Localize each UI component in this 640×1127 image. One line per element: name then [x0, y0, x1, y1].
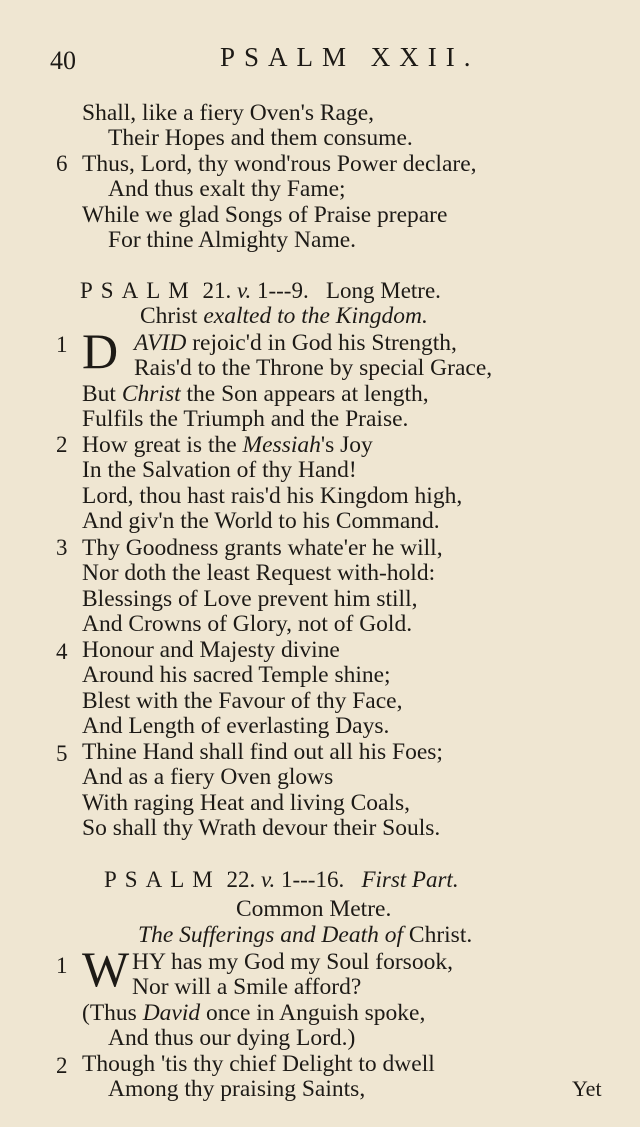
- verse-line: Blest with the Favour of thy Face,: [82, 688, 403, 714]
- text: (Thus: [82, 1000, 143, 1026]
- verse-line: [82, 432, 373, 458]
- psalm-word: PSALM: [104, 867, 221, 892]
- verse-range: 1---9.: [256, 278, 309, 303]
- subtitle-plain: Christ.: [403, 922, 473, 948]
- verse-line: And thus exalt thy Fame;: [108, 176, 346, 202]
- verse-line: Fulfils the Triumph and the Praise.: [82, 406, 409, 432]
- verse-abbrev: v.: [236, 278, 252, 303]
- text: the Son appears at length,: [180, 381, 429, 407]
- verse-number: 3: [56, 535, 68, 560]
- verse-abbrev: v.: [260, 867, 276, 892]
- verse-line: In the Salvation of thy Hand!: [82, 457, 357, 483]
- verse-number: 5: [56, 741, 68, 766]
- text: But: [82, 381, 122, 407]
- verse-number: 6: [56, 151, 68, 176]
- verse-line: So shall thy Wrath devour their Souls.: [82, 815, 441, 841]
- verse-line: Shall, like a fiery Oven's Rage,: [82, 100, 375, 126]
- verse-line: Their Hopes and them consume.: [108, 125, 413, 151]
- running-title: PSALM XXII.: [220, 42, 480, 72]
- psalm-21-subtitle: [140, 303, 428, 329]
- first-line-tail: rejoic'd in God his Strength,: [186, 330, 457, 356]
- subtitle-plain: Christ: [140, 303, 198, 329]
- verse-number: 2: [56, 1053, 68, 1078]
- page-number: 40: [50, 46, 76, 75]
- verse-line: And giv'n the World to his Command.: [82, 508, 440, 534]
- verse-line: Honour and Majesty divine: [82, 637, 340, 663]
- psalm-22-metre: Common Metre.: [236, 896, 392, 922]
- verse-line: Though 'tis thy chief Delight to dwell: [82, 1051, 435, 1077]
- verse-line: Thy Goodness grants whate'er he will,: [82, 535, 443, 561]
- catchword: Yet: [572, 1076, 602, 1101]
- subtitle-italic: The Sufferings and Death of: [138, 922, 404, 948]
- verse-line: [132, 949, 453, 975]
- drop-cap: D: [82, 323, 119, 379]
- psalm-number: 21.: [202, 278, 232, 303]
- first-word-rest: AVID: [134, 330, 187, 356]
- verse-line: Blessings of Love prevent him still,: [82, 586, 418, 612]
- metre: Long Metre.: [325, 278, 441, 303]
- part-label: First Part.: [361, 867, 459, 892]
- verse-line: Thus, Lord, thy wond'rous Power declare,: [82, 151, 477, 177]
- verse-number: 1: [56, 332, 68, 357]
- psalm-22-subtitle: [138, 922, 472, 948]
- verse-line: And Length of everlasting Days.: [82, 713, 390, 739]
- subtitle-italic: exalted to the Kingdom.: [203, 303, 428, 329]
- psalm-number: 22.: [226, 867, 256, 892]
- verse-number: 2: [56, 432, 68, 457]
- verse-line: Around his sacred Temple shine;: [82, 662, 391, 688]
- psalm-21-heading: [80, 278, 441, 304]
- verse-line: And Crowns of Glory, not of Gold.: [82, 611, 413, 637]
- verse-line: Nor will a Smile afford?: [132, 974, 362, 1000]
- text: How great is the: [82, 432, 243, 458]
- drop-cap: W: [82, 941, 130, 997]
- first-line-tail: has my God my Soul forsook,: [165, 949, 453, 975]
- verse-line: [134, 330, 457, 356]
- verse-number: 1: [56, 953, 68, 978]
- verse-line: Lord, thou hast rais'd his Kingdom high,: [82, 483, 463, 509]
- verse-line: Among thy praising Saints,: [108, 1076, 366, 1102]
- verse-line: With raging Heat and living Coals,: [82, 790, 410, 816]
- psalm-22-heading: [104, 867, 459, 893]
- name-messiah: Messiah: [242, 432, 321, 458]
- text: 's Joy: [320, 432, 373, 458]
- verse-line: Rais'd to the Throne by special Grace,: [134, 355, 493, 381]
- text: once in Anguish spoke,: [200, 1000, 426, 1026]
- name-christ: Christ: [121, 381, 181, 407]
- verse-line: For thine Almighty Name.: [108, 227, 357, 253]
- psalm-word: PSALM: [80, 278, 197, 303]
- verse-number: 4: [56, 639, 68, 664]
- name-david: David: [142, 1000, 201, 1026]
- verse-line: And thus our dying Lord.): [108, 1025, 356, 1051]
- verse-range: 1---16.: [280, 867, 345, 892]
- verse-line: And as a fiery Oven glows: [82, 764, 334, 790]
- verse-line: While we glad Songs of Praise prepare: [82, 202, 448, 228]
- first-word-rest: HY: [132, 949, 166, 975]
- verse-line: [82, 381, 429, 407]
- verse-line: [82, 1000, 425, 1026]
- verse-line: Nor doth the least Request with-hold:: [82, 560, 436, 586]
- verse-line: Thine Hand shall find out all his Foes;: [82, 739, 443, 765]
